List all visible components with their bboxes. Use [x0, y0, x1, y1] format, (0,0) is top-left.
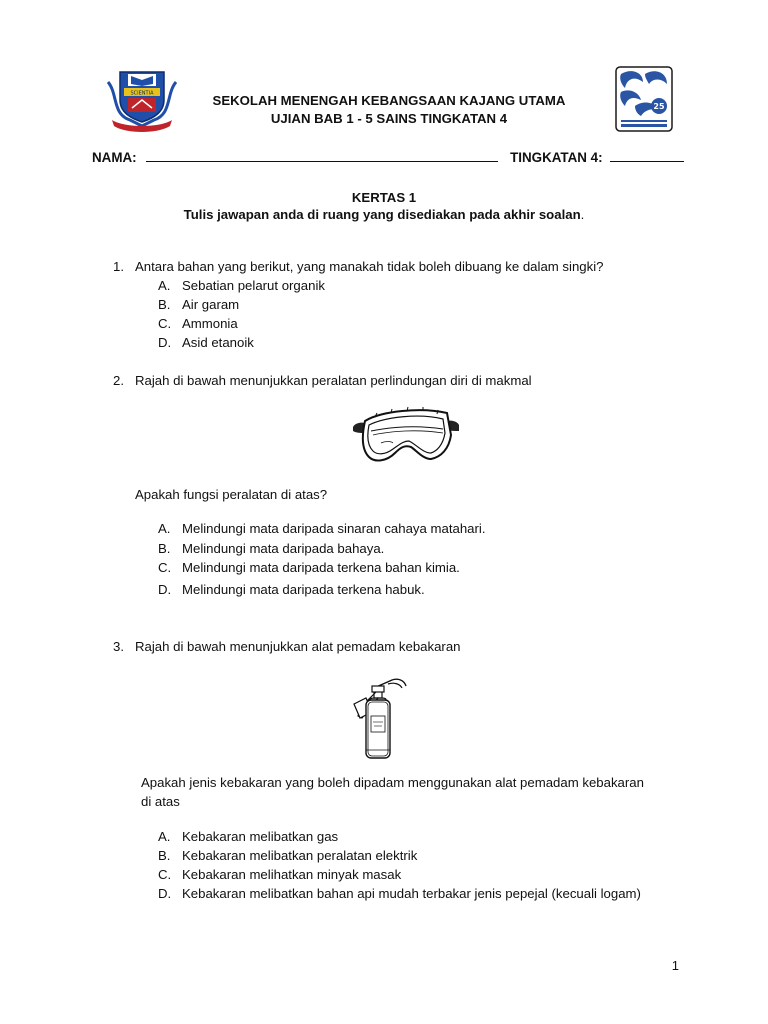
option-a[interactable] — [158, 521, 486, 536]
option-b[interactable] — [158, 297, 239, 312]
exam-title: UJIAN BAB 1 - 5 SAINS TINGKATAN 4 — [270, 111, 508, 126]
class-label: TINGKATAN 4: — [510, 150, 603, 165]
option-c[interactable] — [158, 867, 401, 882]
school-name: SEKOLAH MENENGAH KEBANGSAAN KAJANG UTAMA — [212, 93, 566, 108]
option-text: Melindungi mata daripada terkena bahan kimia. — [182, 560, 460, 575]
option-letter: C. — [158, 316, 172, 331]
option-letter: C. — [158, 560, 172, 575]
option-a[interactable] — [158, 278, 325, 293]
subquestion-text: Apakah fungsi peralatan di atas? — [135, 487, 328, 502]
paper-title: KERTAS 1 — [351, 190, 417, 205]
option-c[interactable] — [158, 316, 238, 331]
student-info-row — [92, 149, 684, 165]
question-text: Rajah di bawah menunjukkan peralatan perlindungan diri di makmal — [135, 373, 532, 388]
question-number: 3. — [113, 639, 124, 654]
question-text: Rajah di bawah menunjukkan alat pemadam kebakaran — [135, 639, 461, 654]
subquestion-text-line-2: di atas — [141, 794, 180, 809]
question-1 — [113, 259, 124, 274]
name-blank-line[interactable] — [146, 149, 498, 162]
class-blank-line[interactable] — [610, 149, 684, 162]
option-text: Sebatian pelarut organik — [182, 278, 325, 293]
option-text: Ammonia — [182, 316, 238, 331]
option-letter: A. — [158, 829, 171, 844]
name-label: NAMA: — [92, 150, 137, 165]
option-letter: C. — [158, 867, 172, 882]
question-number: 1. — [113, 259, 124, 274]
option-letter: B. — [158, 297, 171, 312]
subquestion-text-line-1: Apakah jenis kebakaran yang boleh dipadam menggunakan alat pemadam kebakaran — [141, 775, 644, 790]
option-text: Kebakaran melihatkan minyak masak — [182, 867, 402, 882]
safety-goggles-image — [351, 405, 461, 467]
option-text: Asid etanoik — [182, 335, 254, 350]
option-text: Melindungi mata daripada sinaran cahaya matahari. — [182, 521, 486, 536]
paper-instruction — [0, 207, 768, 222]
option-letter: D. — [158, 886, 172, 901]
option-text: Melindungi mata daripada bahaya. — [182, 541, 385, 556]
logo-number-text: 25 — [653, 102, 665, 111]
option-b[interactable] — [158, 541, 384, 556]
question-2 — [113, 373, 124, 388]
option-text: Air garam — [182, 297, 240, 312]
option-letter: A. — [158, 278, 171, 293]
option-c[interactable] — [158, 560, 460, 575]
crest-motto-text: SCIENTIA — [130, 90, 154, 97]
option-d[interactable] — [158, 886, 641, 901]
option-letter: D. — [158, 582, 172, 597]
option-letter: B. — [158, 848, 171, 863]
option-letter: D. — [158, 335, 172, 350]
question-text: Antara bahan yang berikut, yang manakah tidak boleh dibuang ke dalam singki? — [135, 259, 604, 274]
question-3 — [113, 639, 124, 654]
option-text: Melindungi mata daripada terkena habuk. — [182, 582, 425, 597]
option-d[interactable] — [158, 335, 254, 350]
option-text: Kebakaran melibatkan gas — [182, 829, 339, 844]
option-letter: A. — [158, 521, 171, 536]
option-letter: B. — [158, 541, 171, 556]
question-number: 2. — [113, 373, 124, 388]
page-number: 1 — [671, 958, 679, 973]
option-b[interactable] — [158, 848, 417, 863]
option-text: Kebakaran melibatkan peralatan elektrik — [182, 848, 418, 863]
option-d[interactable] — [158, 582, 425, 597]
option-text: Kebakaran melibatkan bahan api mudah terbakar jenis pepejal (kecuali logam) — [182, 886, 641, 901]
fire-extinguisher-image — [352, 676, 410, 760]
instruction-text: Tulis jawapan anda di ruang yang disediakan pada akhir soalan — [183, 207, 581, 222]
instruction-period: . — [580, 207, 585, 222]
option-a[interactable] — [158, 829, 338, 844]
